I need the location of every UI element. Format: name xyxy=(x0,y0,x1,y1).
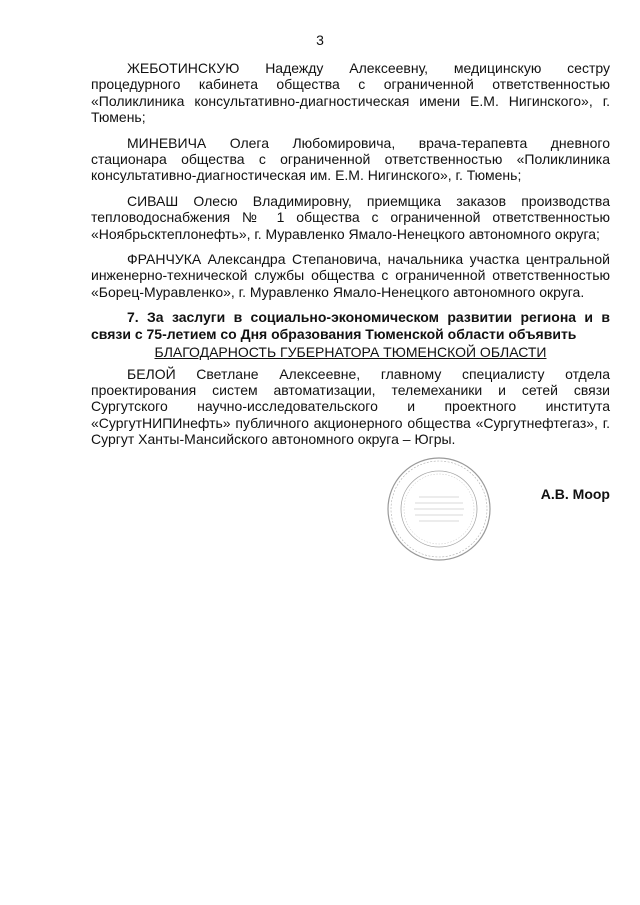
award-recipient-paragraph: СИВАШ Олесю Владимировну, приемщика заказов производства тепловодоснабжения № 1 общества с ограниченной ответственностью «Ноябрьсктеплонефть», г. Муравленко Ямало-Ненецкого автономного округа; xyxy=(91,192,610,242)
award-recipient-paragraph: БЕЛОЙ Светлане Алексеевне, главному специалисту отдела проектирования систем автоматизации, телемеханики и сетей связи Сургутского научно-исследовательского и проектного института «СургутНИПИнефть» публичного акционерного общества «Сургутнефтегаз», г. Сургут Ханты-Мансийского автономного округа – Югры. xyxy=(91,365,610,448)
signature: А.В. Моор xyxy=(540,486,610,502)
award-heading: БЛАГОДАРНОСТЬ ГУБЕРНАТОРА ТЮМЕНСКОЙ ОБЛАСТИ xyxy=(154,344,547,361)
page-number: 3 xyxy=(316,32,324,48)
section-7-paragraph: 7. За заслуги в социально-экономическом развитии региона и в связи с 75-летием со Дня образования Тюменской области объявить xyxy=(91,309,610,342)
award-recipient-paragraph: МИНЕВИЧА Олега Любомировича, врача-терапевта дневного стационара общества с ограниченной ответственностью «Поликлиника консультативно-диагностическая им. Е.М. Нигинского», г. Тюмень; xyxy=(91,134,610,184)
award-recipient-paragraph: ЖЕБОТИНСКУЮ Надежду Алексеевну, медицинскую сестру процедурного кабинета общества с ограниченной ответственностью «Поликлиника консультативно-диагностическая имени Е.М. Нигинского», г. Тюмень; xyxy=(91,60,610,126)
award-recipient-paragraph: ФРАНЧУКА Александра Степановича, начальника участка центральной инженерно-технической службы общества с ограниченной ответственностью «Борец-Муравленко», г. Муравленко Ямало-Ненецкого автономного округа. xyxy=(91,251,610,300)
document-body xyxy=(91,60,610,457)
official-seal xyxy=(385,455,493,563)
